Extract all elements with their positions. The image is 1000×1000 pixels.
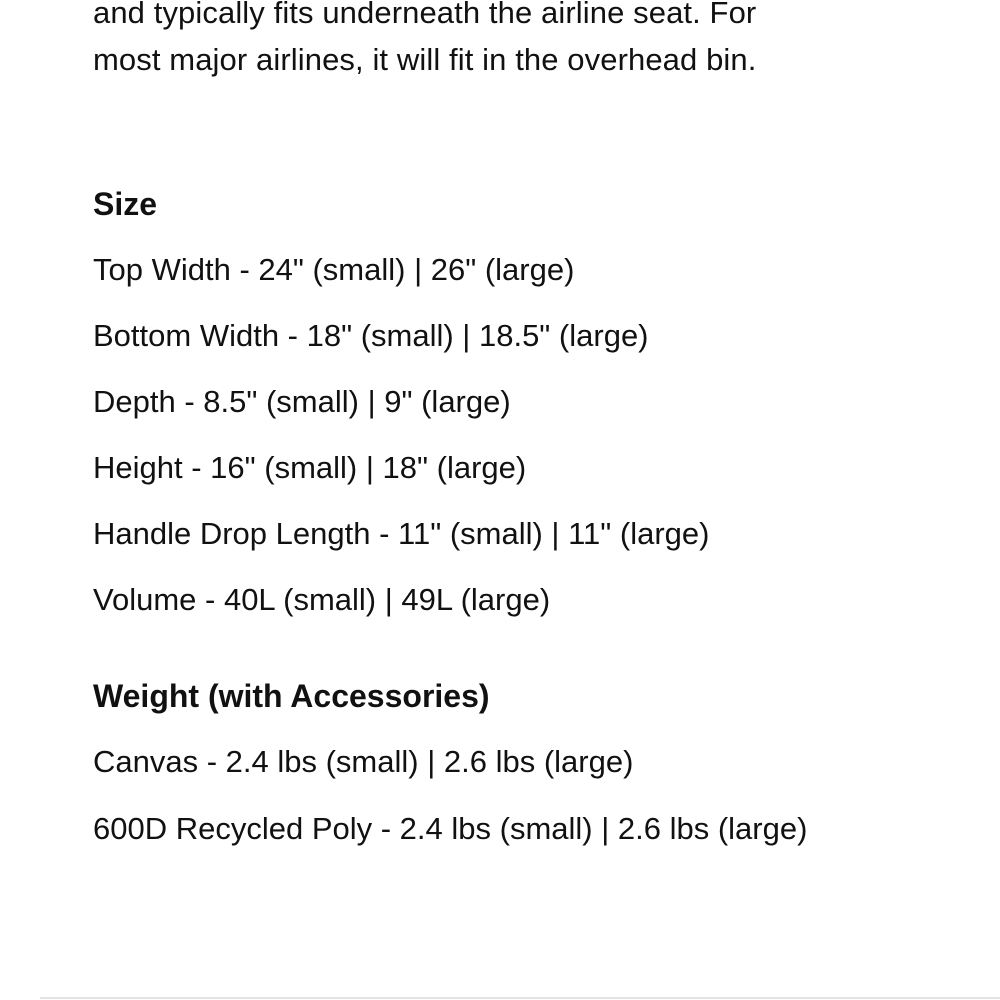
spec-height: Height - 16" (small) | 18" (large) xyxy=(93,450,527,485)
weight-recycled-poly: 600D Recycled Poly - 2.4 lbs (small) | 2.6 lbs (large) xyxy=(93,811,808,846)
spec-volume: Volume - 40L (small) | 49L (large) xyxy=(93,582,551,617)
intro-text-line-2: most major airlines, it will fit in the overhead bin. xyxy=(93,42,757,77)
spec-depth: Depth - 8.5" (small) | 9" (large) xyxy=(93,384,511,419)
spec-handle-drop-length: Handle Drop Length - 11" (small) | 11" (large) xyxy=(93,516,710,551)
weight-heading: Weight (with Accessories) xyxy=(93,678,490,714)
spec-bottom-width: Bottom Width - 18" (small) | 18.5" (large) xyxy=(93,318,649,353)
size-heading: Size xyxy=(93,186,158,222)
intro-text-line-1: and typically fits underneath the airline seat. For xyxy=(93,0,757,30)
weight-canvas: Canvas - 2.4 lbs (small) | 2.6 lbs (large) xyxy=(93,744,634,779)
section-divider xyxy=(40,997,1000,999)
spec-top-width: Top Width - 24" (small) | 26" (large) xyxy=(93,252,575,287)
